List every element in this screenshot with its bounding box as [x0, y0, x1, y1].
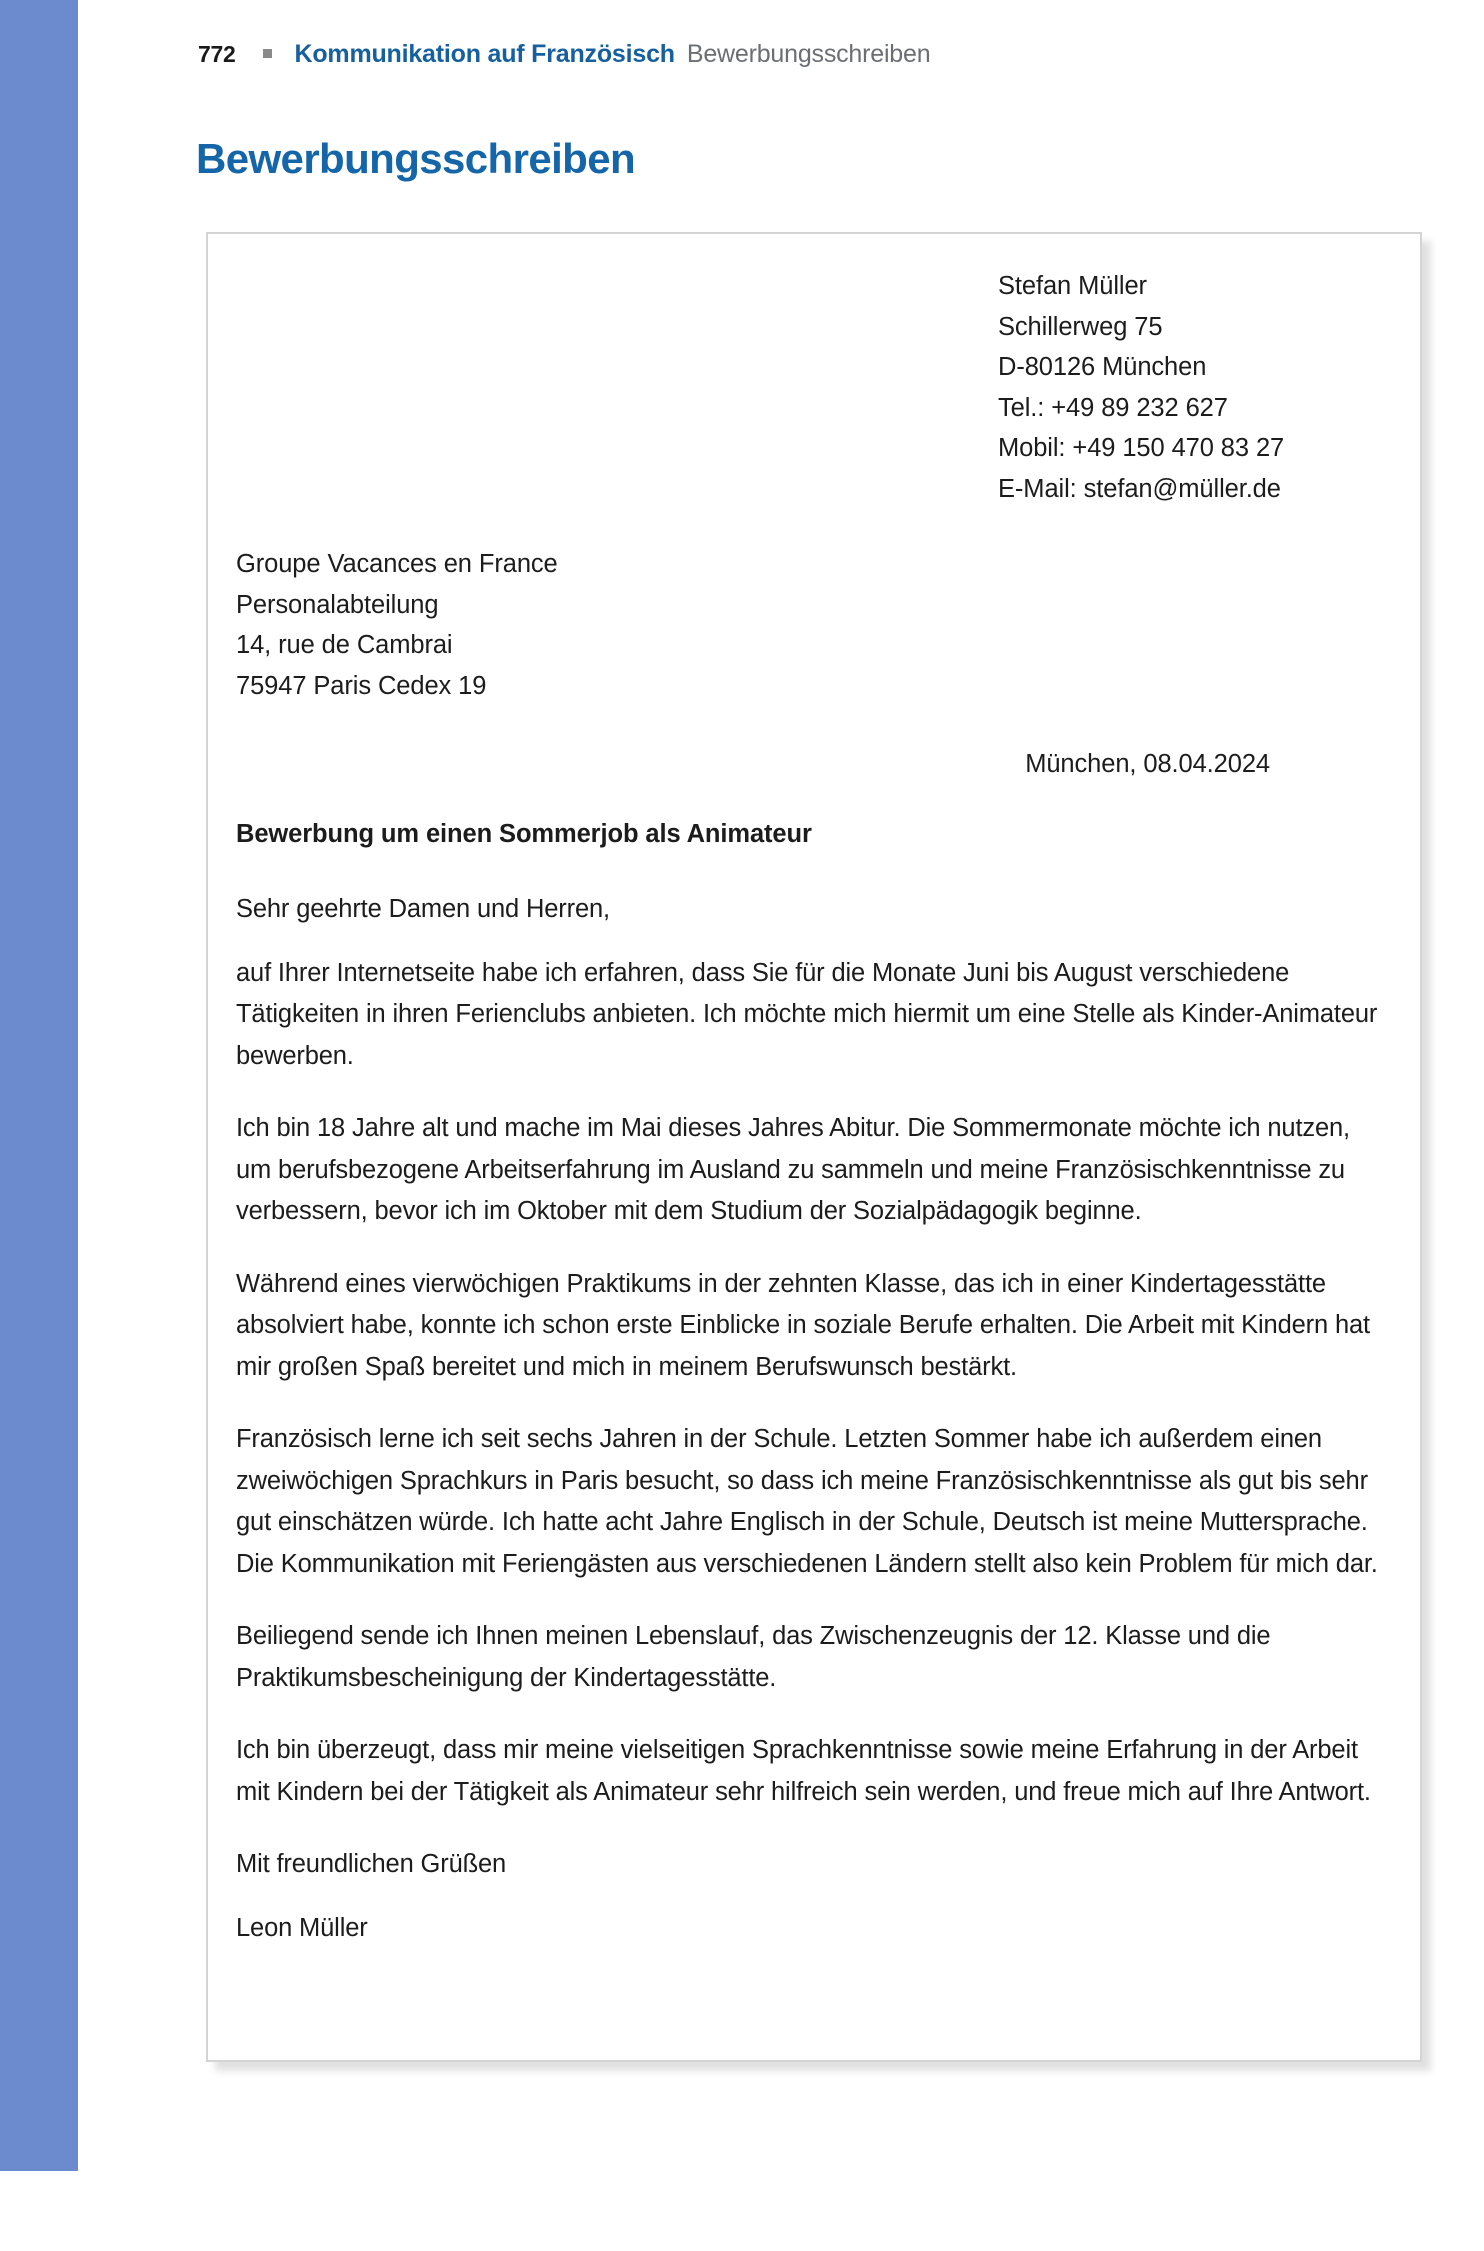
subject-line: Bewerbung um einen Sommerjob als Animateur: [236, 820, 812, 848]
running-head-section: Bewerbungsschreiben: [686, 40, 931, 68]
sender-line: D-80126 München: [998, 353, 1207, 381]
body-paragraph: Während eines vierwöchigen Praktikums in der zehnten Klasse, das ich in einer Kindertagesstätte absolviert habe, konnte ich schon erste Einblicke in soziale Berufe erhalten. Die Arbeit mit Kindern hat mir großen Spaß bereitet und mich in meinem Berufswunsch bestärkt.: [236, 1269, 1370, 1381]
letter-body: [236, 889, 1381, 1980]
body-paragraph: Ich bin 18 Jahre alt und mache im Mai dieses Jahres Abitur. Die Sommermonate möchte ich nutzen, um berufsbezogene Arbeitserfahrung im Ausland zu sammeln und meine Französischkenntnisse zu verbessern, bevor ich im Oktober mit dem Studium der Sozialpädagogik beginne.: [236, 1114, 1350, 1225]
body-paragraph: Französisch lerne ich seit sechs Jahren in der Schule. Letzten Sommer habe ich außerdem einen zweiwöchigen Sprachkurs in Paris besucht, so dass ich meine Französischkenntnisse als gut bis sehr gut einschätzen würde. Ich hatte acht Jahre Englisch in der Schule, Deutsch ist meine Muttersprache. Die Kommunikation mit Feriengästen aus verschiedenen Ländern stellt also kein Problem für mich dar.: [236, 1425, 1378, 1578]
letter-content: [208, 234, 1420, 2060]
sender-line: Schillerweg 75: [998, 312, 1163, 341]
square-bullet-icon: [263, 49, 272, 58]
running-head: [198, 40, 930, 69]
sender-line: E-Mail: stefan@müller.de: [998, 474, 1281, 503]
salutation: Sehr geehrte Damen und Herren,: [236, 895, 610, 923]
sender-line: Mobil: +49 150 470 83 27: [998, 434, 1285, 462]
sender-line: Tel.: +49 89 232 627: [998, 393, 1228, 422]
recipient-line: Groupe Vacances en France: [236, 550, 558, 578]
recipient-line: Personalabteilung: [236, 590, 439, 619]
recipient-address-block: [236, 544, 856, 706]
body-paragraph: Beiliegend sende ich Ihnen meinen Lebenslauf, das Zwischenzeugnis der 12. Klasse und die Praktikumsbescheinigung der Kindertagesstätte.: [236, 1622, 1271, 1692]
running-head-chapter: Kommunikation auf Französisch: [294, 40, 675, 68]
page-title: Bewerbungsschreiben: [196, 135, 636, 183]
closing-phrase: Mit freundlichen Grüßen: [236, 1850, 507, 1878]
page-edge-bar: [0, 0, 78, 2171]
letter-card: [206, 232, 1422, 2062]
page-body: [78, 0, 1484, 2251]
sender-address-block: [998, 266, 1398, 509]
place-and-date: München, 08.04.2024: [1025, 750, 1270, 778]
page-number: 772: [198, 41, 236, 67]
recipient-line: 75947 Paris Cedex 19: [236, 671, 487, 700]
recipient-line: 14, rue de Cambrai: [236, 631, 453, 659]
body-paragraph: Ich bin überzeugt, dass mir meine vielseitigen Sprachkenntnisse sowie meine Erfahrung in der Arbeit mit Kindern bei der Tätigkeit als Animateur sehr hilfreich sein werden, und freue mich auf Ihre Antwort.: [236, 1736, 1371, 1806]
signature-name: Leon Müller: [236, 1913, 368, 1942]
sender-line: Stefan Müller: [998, 272, 1147, 300]
body-paragraph: auf Ihrer Internetseite habe ich erfahren, dass Sie für die Monate Juni bis August verschiedene Tätigkeiten in ihren Ferienclubs anbieten. Ich möchte mich hiermit um eine Stelle als Kinder-Animateur bewerben.: [236, 958, 1378, 1070]
